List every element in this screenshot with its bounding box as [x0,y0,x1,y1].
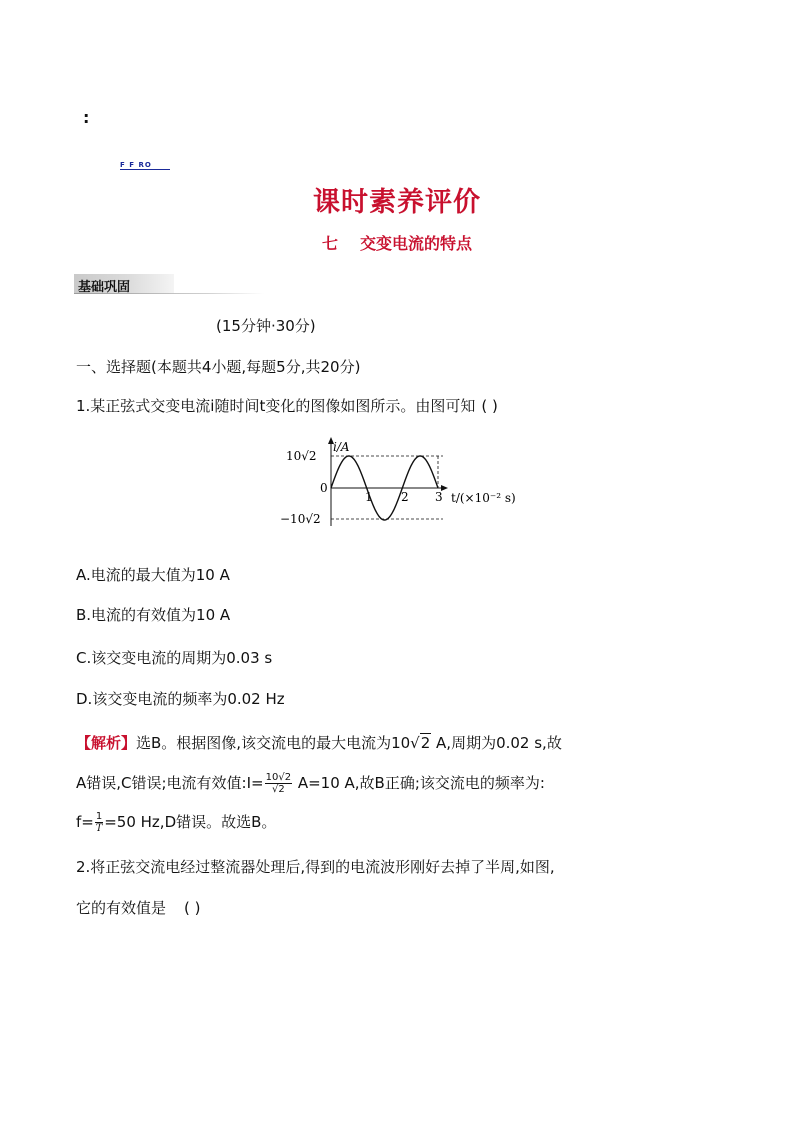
stray-colon: : [83,108,90,127]
section-label: 基础巩固 [78,280,131,295]
analysis-line-1 [76,733,562,753]
y-tick-bottom: −10√2 [280,512,321,526]
option-d: D.该交变电流的频率为0.02 Hz [76,690,285,708]
x-tick-1: 1 [365,490,373,504]
x-tick-2: 2 [401,490,409,504]
analysis-text-2b: A=10 A,故B正确;该交流电的频率为: [293,774,545,792]
fraction-rms-numerator: 10√2 [265,772,292,783]
fraction-frequency-denominator: T [95,823,103,834]
part-heading: 一、选择题(本题共4小题,每题5分,共20分) [76,358,361,376]
fraction-rms [265,772,292,795]
analysis-line-2 [76,772,545,795]
fraction-frequency [95,811,103,834]
publisher-logo: F F RO [120,161,170,170]
question-2-blank: ( ) [184,899,201,917]
y-axis-label: i/A [333,440,350,454]
analysis-text-1a: 选B。根据图像,该交流电的最大电流为10 [136,734,411,752]
analysis-text-3b: =50 Hz,D错误。故选B。 [104,813,277,831]
option-a: A.电流的最大值为10 A [76,566,230,584]
time-score: (15分钟·30分) [216,317,316,335]
analysis-label: 【解析】 [76,734,137,752]
question-2-line-2 [76,898,201,918]
page-subtitle [0,231,794,254]
analysis-line-3 [76,811,276,834]
question-2-line-1: 2.将正弦交流电经过整流器处理后,得到的电流波形刚好去掉了半周,如图, [76,858,555,876]
question-1-text: 1.某正弦式交变电流i随时间t变化的图像如图所示。由图可知 [76,397,476,415]
question-1-stem [76,396,498,416]
analysis-text-2a: A错误,C错误;电流有效值:I= [76,774,264,792]
current-time-graph [280,434,530,534]
option-c: C.该交变电流的周期为0.03 s [76,649,273,667]
fraction-rms-denominator: √2 [271,784,285,795]
subtitle-text: 交变电流的特点 [360,234,473,253]
analysis-text-3a: f= [76,813,94,831]
y-tick-zero: 0 [320,481,328,495]
question-1-blank: ( ) [481,397,498,415]
sqrt-expression: √2 [410,734,431,752]
page-title: 课时素养评价 [313,187,481,218]
x-tick-3: 3 [435,490,443,504]
y-tick-top: 10√2 [286,449,317,463]
analysis-text-1b: A,周期为0.02 s,故 [431,734,562,752]
x-axis-label: t/(×10⁻² s) [451,491,516,505]
option-b: B.电流的有效值为10 A [76,606,231,624]
fraction-frequency-numerator: 1 [95,811,103,822]
subtitle-number: 七 [321,234,338,253]
sqrt-radicand: 2 [420,734,431,752]
question-2-text: 它的有效值是 [76,899,167,917]
